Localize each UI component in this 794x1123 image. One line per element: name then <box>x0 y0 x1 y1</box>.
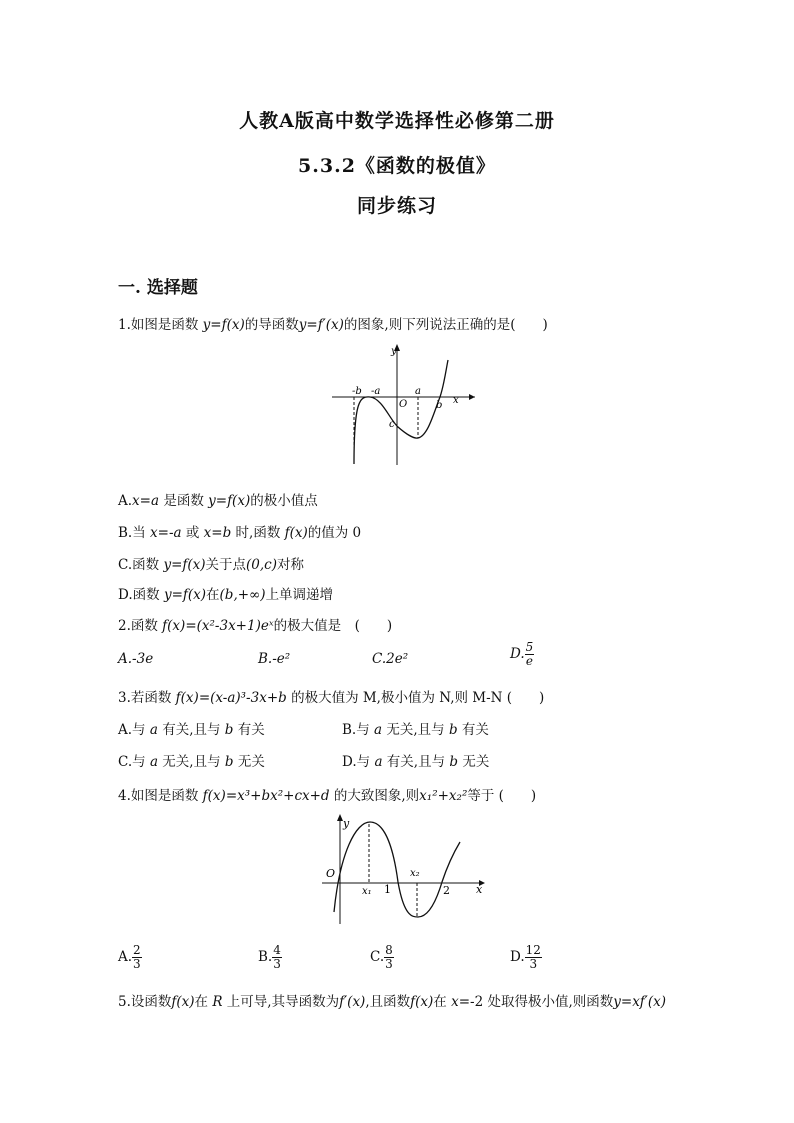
question-2-option-b: B.-e² <box>258 651 291 667</box>
title-line-2: 5.3.2《函数的极值》 <box>298 155 496 177</box>
question-2-option-d: D. $\frac{5}{e}$ <box>510 640 534 668</box>
question-1-option-d: D.函数 y=f(x)在(b,+∞)上单调递增 <box>118 587 334 603</box>
question-1-derivative-graph <box>330 340 480 470</box>
origin-label: O <box>399 399 408 410</box>
question-5-stem: 5.设函数f(x)在 R 上可导,其导函数为f′(x),且函数f(x)在 x=-2 处取得极小值,则函数y=xf′(x) <box>118 994 667 1010</box>
tick-label-b: b <box>436 400 443 411</box>
tick-label-neg-b: -b <box>352 386 362 397</box>
title-line-3: 同步练习 <box>356 195 437 217</box>
question-3-option-b: B.与 a 无关,且与 b 有关 <box>342 722 489 738</box>
question-4-option-d: D. $\frac{12}{3}$ <box>510 943 541 971</box>
question-4-cubic-graph <box>318 812 488 930</box>
axis-label-x: x <box>453 395 459 406</box>
origin-label: O <box>326 867 336 880</box>
question-2-option-a: A.-3e <box>118 651 154 667</box>
question-1-stem: 1.如图是函数 y=f(x)的导函数y=f′(x)的图象,则下列说法正确的是( ) <box>118 317 548 333</box>
axis-label-x: x <box>476 883 483 896</box>
question-1-option-c: C.函数 y=f(x)关于点(0,c)对称 <box>118 557 305 573</box>
axis-label-y: y <box>391 346 397 357</box>
tick-label-neg-a: -a <box>371 386 381 397</box>
derivative-curve <box>354 360 448 464</box>
question-1-option-b: B.当 x=-a 或 x=b 时,函数 f(x)的值为 0 <box>118 525 362 541</box>
question-3-option-d: D.与 a 有关,且与 b 无关 <box>342 754 490 770</box>
question-4-option-a: A. $\frac{2}{3}$ <box>118 943 141 971</box>
question-3-stem: 3.若函数 f(x)=(x-a)³-3x+b 的极大值为 M,极小值为 N,则 M-N ( ) <box>118 690 545 706</box>
cubic-curve <box>334 822 460 917</box>
tick-label-a: a <box>415 386 421 397</box>
question-3-option-c: C.与 a 无关,且与 b 无关 <box>118 754 265 770</box>
question-4-option-c: C. $\frac{8}{3}$ <box>370 943 393 971</box>
tick-label-2: 2 <box>443 884 450 897</box>
question-3-option-a: A.与 a 有关,且与 b 有关 <box>118 722 265 738</box>
question-4-option-b: B. $\frac{4}{3}$ <box>258 943 281 971</box>
question-2-option-c: C.2e² <box>372 651 409 667</box>
question-4-stem: 4.如图是函数 f(x)=x³+bx²+cx+d 的大致图象,则x₁²+x₂²等于 ( ) <box>118 788 537 804</box>
x-axis-arrow <box>469 394 475 400</box>
question-2-stem: 2.函数 f(x)=(x²-3x+1)eˣ的极大值是 ( ) <box>118 618 393 634</box>
axis-label-y: y <box>343 817 350 830</box>
title-line-1: 人教A版高中数学选择性必修第二册 <box>239 110 555 132</box>
tick-label-x1: x₁ <box>362 886 372 897</box>
tick-label-x2: x₂ <box>410 868 420 879</box>
tick-label-1: 1 <box>384 883 391 896</box>
intercept-label-c: c <box>389 419 395 430</box>
question-1-option-a: A.x=a 是函数 y=f(x)的极小值点 <box>118 493 318 509</box>
section-heading: 一. 选择题 <box>118 278 198 298</box>
